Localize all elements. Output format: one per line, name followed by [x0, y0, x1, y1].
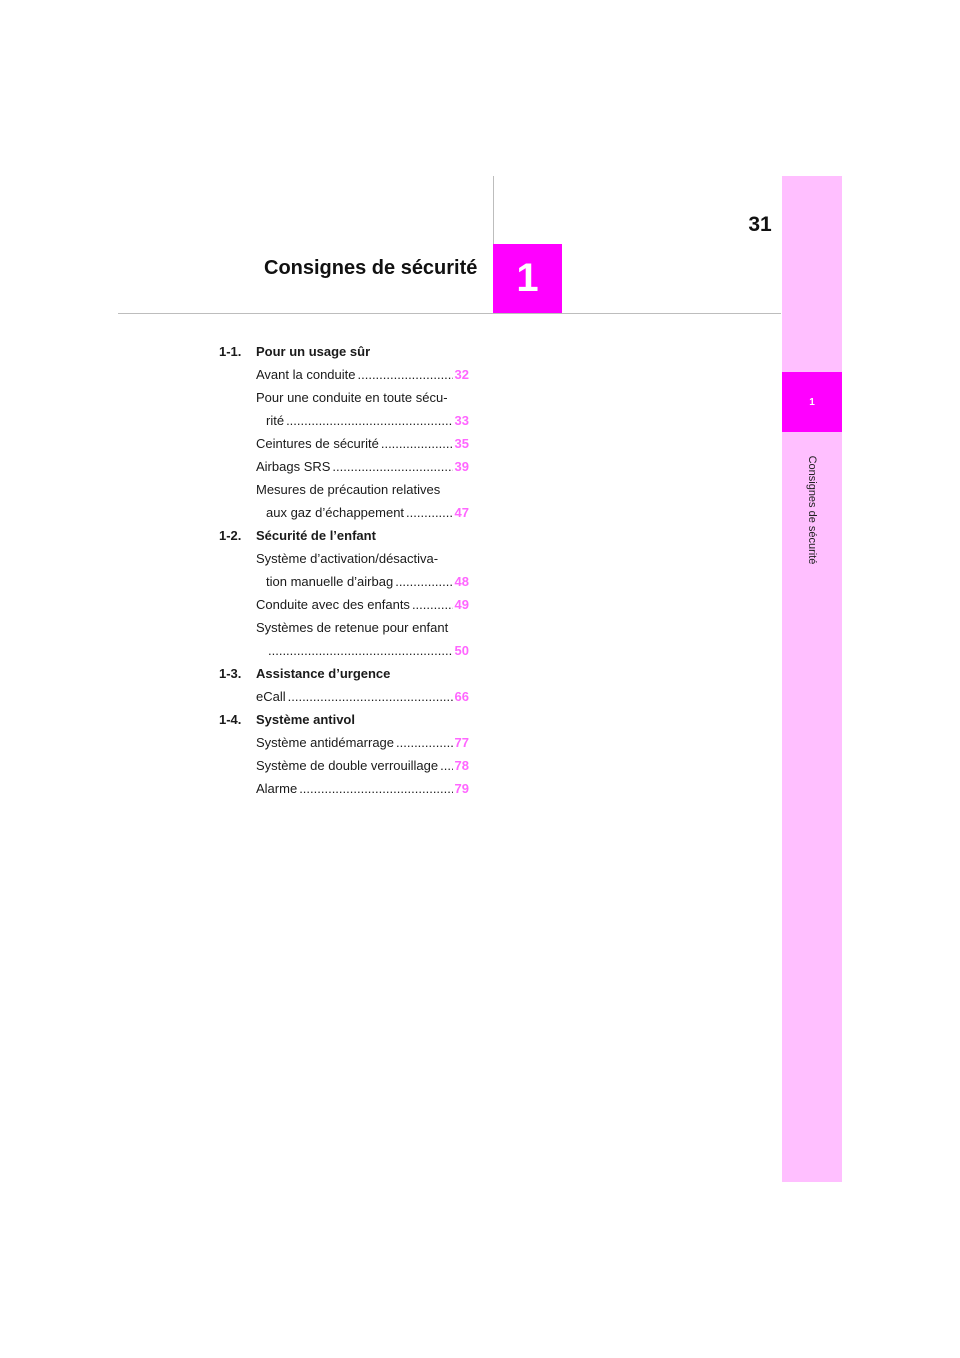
table-of-contents [219, 340, 469, 800]
toc-entry[interactable] [256, 616, 469, 662]
toc-entry[interactable] [256, 593, 469, 616]
dot-leader [440, 754, 452, 777]
page-number: 31 [748, 213, 772, 236]
toc-page-link[interactable]: 78 [454, 758, 469, 773]
dot-leader [381, 432, 453, 455]
dot-leader [286, 409, 452, 432]
toc-entry[interactable] [256, 731, 469, 754]
toc-page-link[interactable]: 48 [454, 574, 469, 589]
toc-page-link[interactable]: 35 [454, 436, 469, 451]
toc-entry[interactable] [256, 455, 469, 478]
toc-entry[interactable] [256, 363, 469, 386]
dot-leader [358, 363, 453, 386]
toc-entry[interactable] [256, 685, 469, 708]
dot-leader [268, 639, 453, 662]
toc-entry[interactable] [256, 478, 469, 524]
toc-entry[interactable] [256, 547, 469, 593]
toc-section [219, 708, 469, 731]
toc-entry-label: eCall [256, 689, 286, 704]
toc-section-title[interactable]: Assistance d’urgence [256, 666, 391, 681]
toc-page-link[interactable]: 66 [454, 689, 469, 704]
toc-entry-label: Conduite avec des enfants [256, 597, 410, 612]
dot-leader [412, 593, 453, 616]
toc-page-link[interactable]: 49 [454, 597, 469, 612]
toc-section [219, 662, 469, 685]
toc-page-link[interactable]: 32 [454, 367, 469, 382]
toc-entry[interactable] [256, 754, 469, 777]
toc-entry-label-continued: aux gaz d’échappement [266, 505, 405, 520]
toc-entry-label: Systèmes de retenue pour enfant [256, 620, 449, 635]
toc-section-number: 1-1. [219, 344, 242, 359]
toc-section [219, 524, 469, 547]
header-vertical-divider [493, 176, 494, 244]
toc-page-link[interactable]: 47 [454, 505, 469, 520]
toc-entry-label: Airbags SRS [256, 459, 331, 474]
toc-entry-label: Système de double verrouillage [256, 758, 439, 773]
toc-entry-label: Alarme [256, 781, 298, 796]
dot-leader [288, 685, 453, 708]
toc-section-title[interactable]: Système antivol [256, 712, 355, 727]
dot-leader [332, 455, 452, 478]
toc-page-link[interactable]: 77 [454, 735, 469, 750]
toc-page-link[interactable]: 33 [454, 413, 469, 428]
toc-section-title[interactable]: Sécurité de l’enfant [256, 528, 376, 543]
toc-entry-label: Système antidémarrage [256, 735, 395, 750]
toc-section-number: 1-3. [219, 666, 242, 681]
toc-entry-label: Système d’activation/désactiva- [256, 551, 439, 566]
toc-page-link[interactable]: 50 [454, 643, 469, 658]
toc-entry-label: Mesures de précaution relatives [256, 482, 441, 497]
toc-entry-label: Avant la conduite [256, 367, 356, 382]
toc-section-number: 1-2. [219, 528, 242, 543]
toc-entry-label: Pour une conduite en toute sécu- [256, 390, 448, 405]
toc-section-title[interactable]: Pour un usage sûr [256, 344, 371, 359]
toc-entry-label: Ceintures de sécurité [256, 436, 379, 451]
toc-entry[interactable] [256, 432, 469, 455]
header-divider [118, 313, 781, 314]
toc-entry[interactable] [256, 777, 469, 800]
dot-leader [406, 501, 452, 524]
toc-entry-label-continued: rité [266, 413, 285, 428]
toc-page-link[interactable]: 39 [454, 459, 469, 474]
dot-leader [396, 731, 453, 754]
side-tab-label: Consignes de sécurité [806, 455, 818, 565]
dot-leader [299, 777, 452, 800]
toc-entry-label-continued: tion manuelle d’airbag [266, 574, 394, 589]
chapter-title: Consignes de sécurité [264, 257, 478, 279]
side-tab-chapter-number[interactable]: 1 [782, 372, 842, 432]
toc-page-link[interactable]: 79 [454, 781, 469, 796]
toc-section [219, 340, 469, 363]
side-tab [782, 176, 842, 1182]
toc-section-number: 1-4. [219, 712, 242, 727]
chapter-number-box: 1 [493, 244, 562, 313]
dot-leader [395, 570, 452, 593]
toc-entry[interactable] [256, 386, 469, 432]
